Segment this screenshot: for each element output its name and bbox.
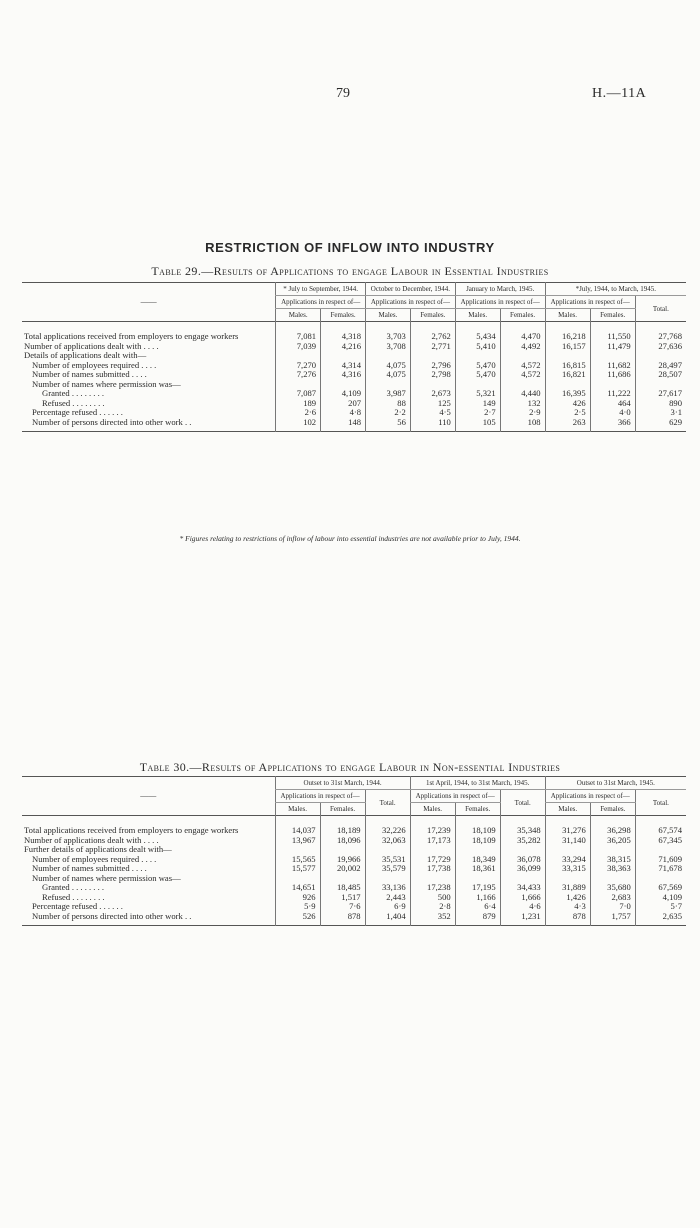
table-cell: 27,636 [635,342,686,352]
table-cell: 17,238 [410,883,455,893]
table-row [22,418,686,428]
males-header: Males. [545,309,590,322]
table-30-caption: Table 30.—Results of Applications to engage Labour in Non-essential Industries [139,760,561,774]
table-cell: 16,821 [545,370,590,380]
table-cell: 31,140 [545,836,590,846]
table-cell: 36,099 [500,864,545,874]
table-cell: 36,298 [590,826,635,836]
table-cell: 2,796 [410,361,455,371]
document-reference: H.—11A [592,86,647,101]
table-cell: 17,729 [410,855,455,865]
table-cell: 7,081 [276,332,321,342]
table-cell: 108 [500,418,545,428]
table-cell: 4,572 [500,361,545,371]
total-header: Total. [500,790,545,816]
table-cell: 5,321 [455,389,500,399]
table-cell: 4,440 [500,389,545,399]
table-cell: 31,276 [545,826,590,836]
subheader: Applications in respect of— [545,296,635,309]
table-cell: 18,361 [455,864,500,874]
table-cell: 35,282 [500,836,545,846]
table-cell: 1,404 [365,912,410,922]
period-header: October to December, 1944. [366,283,456,296]
males-header: Males. [366,309,411,322]
table-cell: 4,316 [321,370,366,380]
table-cell: 4,314 [321,361,366,371]
table-cell: 17,173 [410,836,455,846]
table-cell: 7,270 [276,361,321,371]
table-cell: 5,434 [455,332,500,342]
period-header: 1st April, 1944, to 31st March, 1945. [410,777,545,790]
table-cell: 27,768 [635,332,686,342]
table-cell: 15,565 [275,855,320,865]
period-header: Outset to 31st March, 1944. [275,777,410,790]
total-header: Total. [635,296,686,322]
table-cell: 14,037 [275,826,320,836]
table-cell: 35,680 [590,883,635,893]
period-header: Outset to 31st March, 1945. [545,777,686,790]
table-cell: 7,087 [276,389,321,399]
table-cell: 1,426 [545,893,590,903]
total-header: Total. [365,790,410,816]
row-label: Number of applications dealt with . . . . [24,834,159,845]
table-cell: 18,109 [455,826,500,836]
table-cell: 629 [635,418,686,428]
males-header: Males. [410,803,455,816]
table-cell: 2·5 [545,408,590,418]
table-cell: 71,609 [635,855,686,865]
table-cell: 35,579 [365,864,410,874]
table-cell: 16,157 [545,342,590,352]
table-cell: 890 [635,399,686,409]
table-cell: 11,479 [590,342,635,352]
table-cell: 28,507 [635,370,686,380]
table-cell: 2,798 [410,370,455,380]
table-cell: 2,683 [590,893,635,903]
males-header: Males. [276,309,321,322]
table-cell: 17,738 [410,864,455,874]
table-cell: 2·7 [455,408,500,418]
males-header: Males. [545,803,590,816]
stub-header: —— [140,791,157,800]
table-cell: 4·5 [410,408,455,418]
table-cell: 17,195 [455,883,500,893]
table-cell: 31,889 [545,883,590,893]
table-cell: 352 [410,912,455,922]
row-label: Number of persons directed into other work . . [32,416,192,427]
table-cell: 2·8 [410,902,455,912]
table-cell: 4,216 [321,342,366,352]
table-29-body [22,322,686,432]
table-cell: 1,666 [500,893,545,903]
table-cell: 27,617 [635,389,686,399]
table-cell: 148 [321,418,366,428]
females-header: Females. [320,803,365,816]
table-cell: 879 [455,912,500,922]
table-30 [22,776,686,926]
table-cell: 526 [275,912,320,922]
table-cell: 4,109 [321,389,366,399]
row-label: Granted . . . . . . . . [42,882,105,892]
table-cell: 2,443 [365,893,410,903]
table-cell: 464 [590,399,635,409]
table-cell: 14,651 [275,883,320,893]
table-cell: 132 [500,399,545,409]
table-cell: 105 [455,418,500,428]
table-cell: 149 [455,399,500,409]
table-cell: 18,485 [320,883,365,893]
table-cell: 4,470 [500,332,545,342]
subheader: Applications in respect of— [455,296,545,309]
table-cell: 5·7 [635,902,686,912]
table-cell: 88 [366,399,411,409]
table-cell: 4,075 [366,361,411,371]
table-cell: 4,572 [500,370,545,380]
table-cell: 28,497 [635,361,686,371]
table-cell: 34,433 [500,883,545,893]
row-label: Refused . . . . . . . . [42,397,105,408]
table-29-caption: Table 29.—Results of Applications to engage Labour in Essential Industries [151,264,549,278]
table-cell: 4·3 [545,902,590,912]
females-header: Females. [321,309,366,322]
table-cell: 18,189 [320,826,365,836]
table-cell: 16,815 [545,361,590,371]
table-cell: 36,078 [500,855,545,865]
table-cell: 878 [545,912,590,922]
males-header: Males. [275,803,320,816]
table-cell: 4,492 [500,342,545,352]
table-cell: 1,166 [455,893,500,903]
row-label: Number of names where permission was— [32,378,181,389]
table-cell: 32,226 [365,826,410,836]
row-label: Total applications received from employers to engage workers [24,331,239,341]
table-cell: 16,218 [545,332,590,342]
table-cell: 3·1 [635,408,686,418]
table-cell: 5·9 [275,902,320,912]
row-label: Further details of applications dealt with— [24,844,172,854]
table-cell: 71,678 [635,864,686,874]
table-cell: 4·0 [590,408,635,418]
table-cell: 11,682 [590,361,635,371]
table-cell: 7·0 [590,902,635,912]
table-cell: 500 [410,893,455,903]
table-cell: 4·8 [321,408,366,418]
table-cell: 38,315 [590,855,635,865]
subheader: Applications in respect of— [366,296,456,309]
table-cell: 6·9 [365,902,410,912]
table-cell: 20,002 [320,864,365,874]
table-cell: 2,771 [410,342,455,352]
table-cell: 18,349 [455,855,500,865]
row-label: Percentage refused . . . . . . [32,407,123,417]
females-header: Females. [590,309,635,322]
table-cell: 189 [276,399,321,409]
table-cell: 2·6 [276,408,321,418]
males-header: Males. [455,309,500,322]
table-cell: 18,109 [455,836,500,846]
table-cell: 3,708 [366,342,411,352]
subheader: Applications in respect of— [276,296,366,309]
table-cell: 13,967 [275,836,320,846]
table-cell: 67,345 [635,836,686,846]
row-label: Number of employees required . . . . [32,853,157,864]
row-label: Total applications received from employers to engage workers [24,825,239,835]
period-header: *July, 1944, to March, 1945. [545,283,686,296]
table-cell: 4,318 [321,332,366,342]
table-cell: 33,294 [545,855,590,865]
row-label: Granted . . . . . . . . [42,388,105,398]
period-header: * July to September, 1944. [276,283,366,296]
table-cell: 2,635 [635,912,686,922]
table-cell: 2,762 [410,332,455,342]
table-cell: 6·4 [455,902,500,912]
table-cell: 5,410 [455,342,500,352]
table-cell: 33,315 [545,864,590,874]
table-cell: 1,757 [590,912,635,922]
table-cell: 125 [410,399,455,409]
table-cell: 5,470 [455,370,500,380]
females-header: Females. [410,309,455,322]
subheader: Applications in respect of— [275,790,365,803]
table-cell: 366 [590,418,635,428]
females-header: Females. [590,803,635,816]
total-header: Total. [635,790,686,816]
table-cell: 7·6 [320,902,365,912]
table-cell: 38,363 [590,864,635,874]
row-label: Number of names where permission was— [32,872,181,883]
table-30-body [22,816,686,926]
table-cell: 3,703 [366,332,411,342]
table-cell: 67,574 [635,826,686,836]
table-cell: 110 [410,418,455,428]
table-cell: 56 [366,418,411,428]
table-cell: 7,276 [276,370,321,380]
table-29-footnote: * Figures relating to restrictions of inflow of labour into essential industries are not available prior to July, 1944. [179,534,521,543]
table-cell: 35,531 [365,855,410,865]
row-label: Number of persons directed into other work . . [32,910,192,921]
table-cell: 19,966 [320,855,365,865]
table-row [22,912,686,922]
subheader: Applications in respect of— [545,790,635,803]
row-label: Percentage refused . . . . . . [32,901,123,911]
period-header: January to March, 1945. [455,283,545,296]
table-cell: 35,348 [500,826,545,836]
table-cell: 263 [545,418,590,428]
section-heading: RESTRICTION OF INFLOW INTO INDUSTRY [205,240,495,255]
table-cell: 878 [320,912,365,922]
subheader: Applications in respect of— [410,790,500,803]
table-cell: 17,239 [410,826,455,836]
table-cell: 1,231 [500,912,545,922]
table-cell: 4·6 [500,902,545,912]
table-cell: 4,109 [635,893,686,903]
table-cell: 4,075 [366,370,411,380]
females-header: Females. [500,309,545,322]
table-cell: 3,987 [366,389,411,399]
row-label: Number of employees required . . . . [32,359,157,370]
table-cell: 926 [275,893,320,903]
table-cell: 11,550 [590,332,635,342]
table-cell: 36,205 [590,836,635,846]
females-header: Females. [455,803,500,816]
table-cell: 426 [545,399,590,409]
table-cell: 207 [321,399,366,409]
table-cell: 2·9 [500,408,545,418]
table-cell: 11,222 [590,389,635,399]
table-cell: 16,395 [545,389,590,399]
table-cell: 32,063 [365,836,410,846]
table-cell: 1,517 [320,893,365,903]
table-cell: 7,039 [276,342,321,352]
stub-header: —— [140,297,157,306]
table-29 [22,282,686,432]
row-label: Number of names submitted . . . . [32,863,147,873]
table-cell: 15,577 [275,864,320,874]
table-cell: 33,136 [365,883,410,893]
row-label: Number of applications dealt with . . . . [24,340,159,351]
row-label: Refused . . . . . . . . [42,891,105,902]
table-cell: 67,569 [635,883,686,893]
table-cell: 102 [276,418,321,428]
row-label: Number of names submitted . . . . [32,369,147,379]
row-label: Details of applications dealt with— [24,350,147,360]
table-cell: 18,096 [320,836,365,846]
table-cell: 11,686 [590,370,635,380]
table-cell: 5,470 [455,361,500,371]
table-cell: 2,673 [410,389,455,399]
page-number: 79 [336,86,350,101]
table-cell: 2·2 [366,408,411,418]
